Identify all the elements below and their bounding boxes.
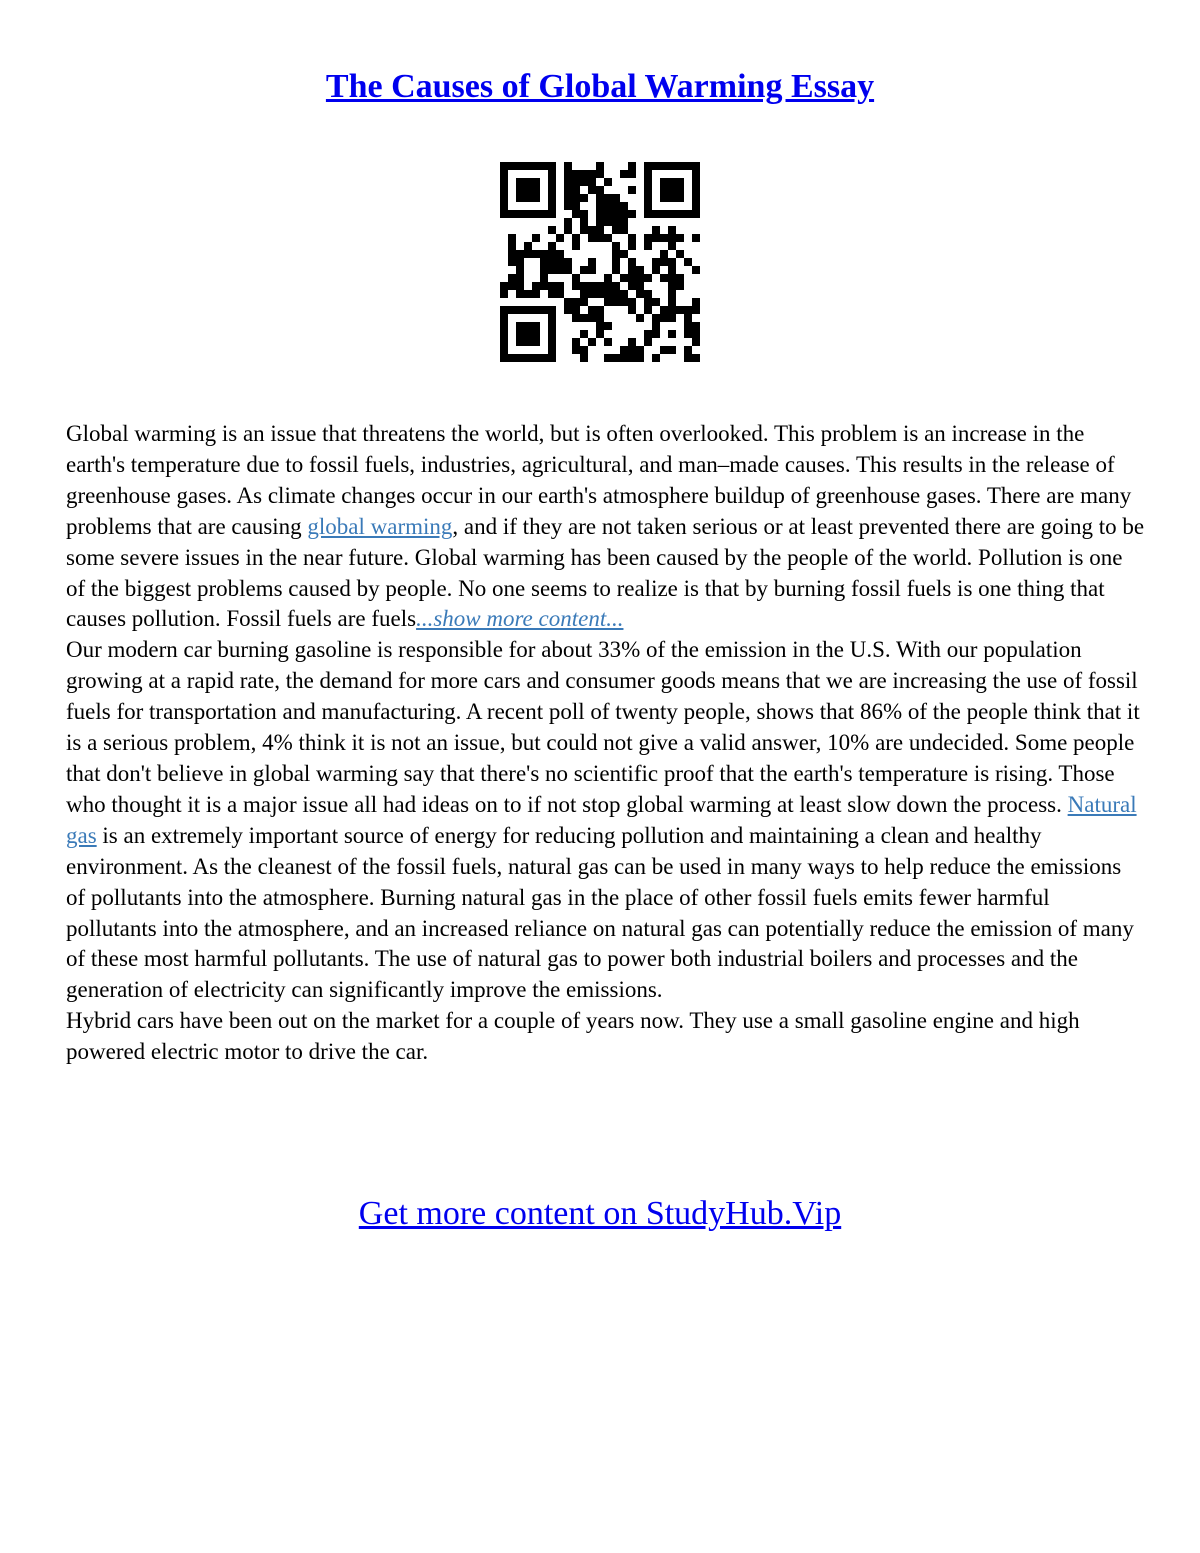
paragraph-2-text-a: Our modern car burning gasoline is responsible for about 33% of the emission in the U.S. With our population growing at a rapid rate, the demand for more cars and consumer goods means that we are increasing the use of fossil fuels for transportation and manufacturing. A recent poll of twenty people, shows that 86% of the people think that it is a serious problem, 4% think it is not an issue, but could not give a valid answer, 10% are undecided. Some people that don't believe in global warming say that there's no scientific proof that the earth's temperature is rising. Those who thought it is a major issue all had ideas on to if not stop global warming at least slow down the process. bbox=[66, 637, 1140, 817]
qr-code-icon bbox=[500, 162, 700, 362]
qr-code-graphic bbox=[500, 162, 700, 362]
footer bbox=[0, 1193, 1200, 1235]
show-more-link[interactable]: ...show more content... bbox=[416, 606, 624, 632]
title-link[interactable]: The Causes of Global Warming Essay bbox=[325, 68, 875, 105]
studyhub-link[interactable]: Get more content on StudyHub.Vip bbox=[358, 1195, 842, 1232]
paragraph-1-text-b: , and if they are not taken serious or at least prevented there are going to be some severe issues in the near future. Global warming has been caused by the people of the world. Pollution is one of the biggest problems caused by people. No one seems to realize is that by burning fossil fuels is one thing that causes pollution. Fossil fuels are fuels bbox=[66, 513, 1145, 632]
paragraph-3: Hybrid cars have been out on the market for a couple of years now. They use a small gasoline engine and high powered electric motor to drive the car. bbox=[66, 1008, 1080, 1065]
page-title bbox=[0, 66, 1200, 108]
paragraph-1-text-a: Global warming is an issue that threatens the world, but is often overlooked. This problem is an increase in the earth's temperature due to fossil fuels, industries, agricultural, and man–made causes. This results in the release of greenhouse gases. As climate changes occur in our earth's atmosphere buildup of greenhouse gases. There are many problems that are causing bbox=[66, 421, 1132, 539]
paragraph-1 bbox=[66, 419, 1146, 635]
paragraph-2 bbox=[66, 635, 1146, 1006]
natural-gas-link[interactable]: Natural gas bbox=[66, 791, 1137, 848]
essay-body bbox=[66, 419, 1146, 1068]
global-warming-link[interactable]: global warming bbox=[307, 513, 453, 539]
paragraph-2-text-b: is an extremely important source of energy for reducing pollution and maintaining a clean and healthy environment. As the cleanest of the fossil fuels, natural gas can be used in many ways to help reduce the emissions of pollutants into the atmosphere. Burning natural gas in the place of other fossil fuels emits fewer harmful pollutants into the atmosphere, and an increased reliance on natural gas can potentially reduce the emission of many of these most harmful pollutants. The use of natural gas to power both industrial boilers and processes and the generation of electricity can significantly improve the emissions. bbox=[66, 822, 1134, 1003]
